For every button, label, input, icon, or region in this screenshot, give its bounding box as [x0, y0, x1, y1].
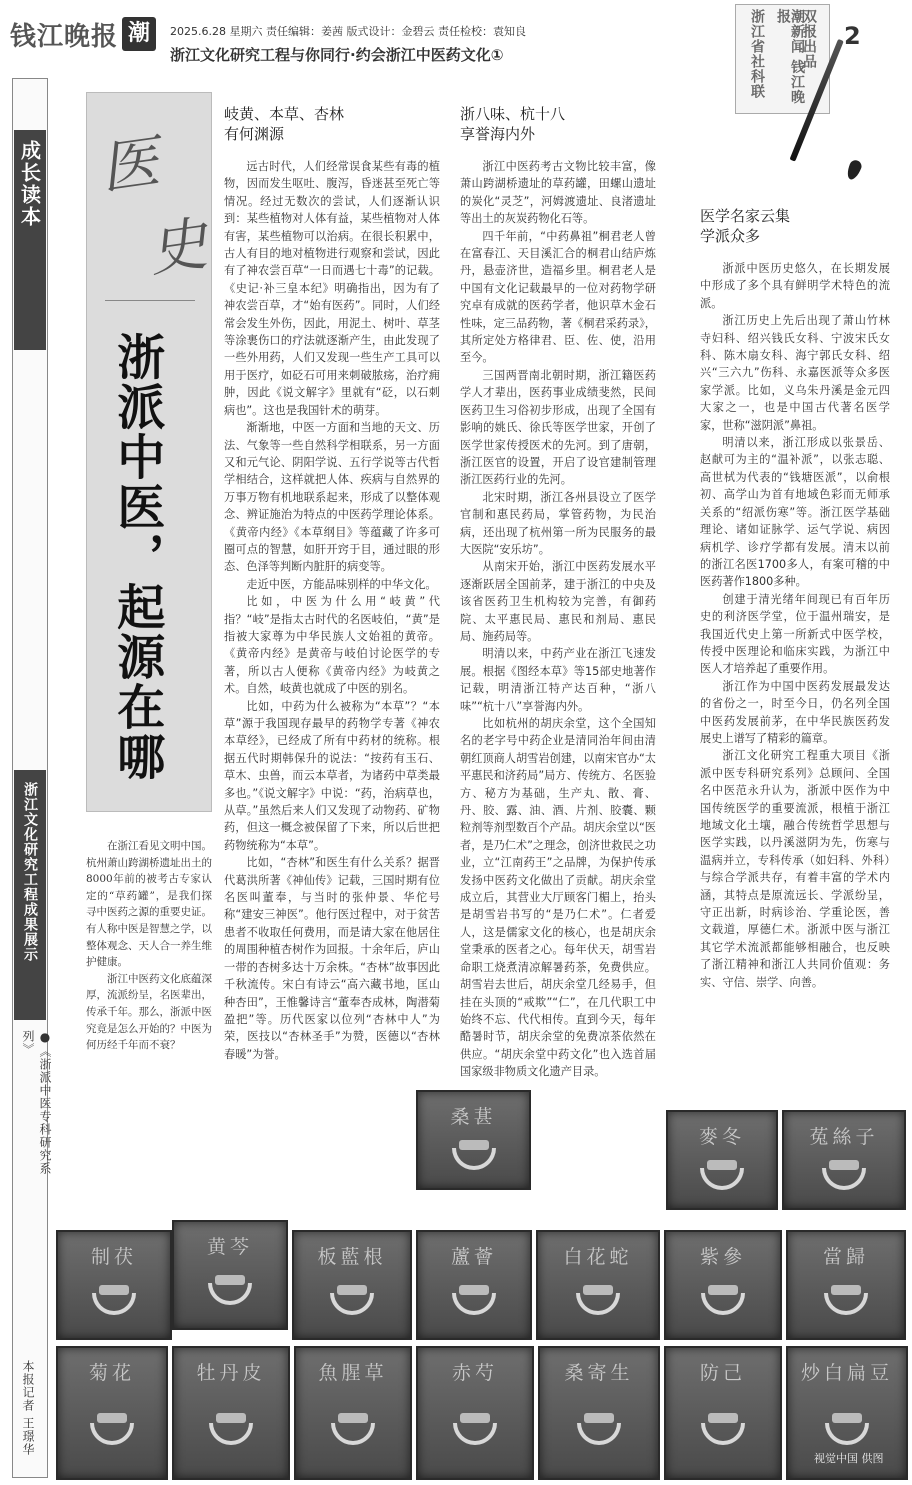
drawer-handle-icon [208, 1283, 252, 1305]
newspaper-logo: 钱江晚报 [10, 22, 119, 52]
kicker-shi: 史 [144, 209, 212, 285]
handle-plate-icon [97, 1413, 127, 1423]
drawer-handle-icon [90, 1423, 134, 1445]
drawer-handle-icon [452, 1148, 496, 1170]
cabinet-drawer [56, 1230, 172, 1340]
body-paragraph: 渐渐地，中医一方面和当地的天文、历法、气象等一些自然科学相联系，另一方面又和元气论、阴阳学说、五行学说等古代哲学相结合，这样就把人体、疾病与自然界的万事万物有机地联系起来，形成了以整体观念、辨证施治为特点的中医药学理论体系。《黄帝内经》《本草纲目》等蕴藏了许多可圈可点的智慧，如肝开窍于目，通过眼的形态、色泽等判断内脏肝的病变等。 [224, 421, 440, 574]
body-paragraph: 明清以来，中药产业在浙江飞速发展。根据《图经本草》等15部史地著作记载，明清浙江特产达百种，“浙八味”“杭十八”享誉海内外。 [460, 647, 656, 713]
cabinet-drawer [172, 1346, 290, 1480]
drawer-handle-icon [576, 1293, 620, 1315]
drawer-handle-icon [824, 1293, 868, 1315]
heading-line: 有何渊源 [224, 125, 285, 143]
cabinet-drawer [536, 1230, 660, 1340]
drawer-label: 桑寄生 [564, 1362, 634, 1384]
section-label-text: 成长读本 [17, 140, 42, 228]
intro-paragraph: 在浙江看见文明中国。杭州萧山跨湖桥遗址出土的8000年前的被考古专家认定的“草药罐”，是我们探寻中医药之源的重要史证。有人称中医是智慧之学，以整体观念、天人合一养生维护健康。 [86, 840, 212, 969]
handle-plate-icon [338, 1413, 368, 1423]
drawer-handle-icon [453, 1423, 497, 1445]
handle-plate-icon [216, 1413, 246, 1423]
cabinet-drawer [292, 1230, 412, 1340]
drawer-label: 防己 [699, 1362, 746, 1384]
issue-meta: 2025.6.28 星期六 责任编辑：姜茜 版式设计：金碧云 责任检校：袁知良 [170, 25, 526, 38]
cabinet-drawer [666, 1110, 778, 1210]
drawer-handle-icon [700, 1168, 744, 1190]
handle-plate-icon [584, 1413, 614, 1423]
body-paragraph: 浙江中医药考古文物比较丰富，像萧山跨湖桥遗址的草药罐，田螺山遗址的炭化“灵芝”，河姆渡遗址、良渚遗址等出土的灰炭药物化石等。 [460, 160, 656, 226]
drawer-label: 麥冬 [698, 1126, 745, 1148]
cabinet-drawer [782, 1110, 906, 1210]
cabinet-drawer [294, 1346, 412, 1480]
body-paragraph: 浙江文化研究工程重大项目《浙派中医专科研究系列》总顾问、全国名中医范永升认为，浙派中医作为中国传统医学的重要流派，根植于浙江地域文化土壤，融合传统哲学思想与医学实践，以丹溪滋阴为先，伤寒与温病并立，专科传承（如妇科、外科）与综合学派共存，有着丰富的学术内涵，其特点是原流远长、学派纷呈，守正出新，时病诊治、学重论医，善文载道，厚德仁术。浙派中医与浙江其它学术流派都能够相融合，也反映了浙江精神和浙江人共同价值观：务实、守信、崇学、向善。 [700, 749, 890, 989]
section-label [14, 130, 46, 350]
body-paragraph: 比如，中药为什么被称为“本草”？“本草”源于我国现存最早的药物学专著《神农本草经》，已经成了所有中药材的统称。根据五代时期韩保升的说法：“按药有玉石、草木、虫兽，而云本草者，为诸药中草类最多也。”《说文解字》中说：“药，治病草也，从草。”虽然后来人们又发现了动物药、矿物药，但这一概念被保留了下来，所以后世把药物统称为“本草”。 [224, 699, 440, 852]
heading-line: 学派众多 [700, 227, 761, 245]
article-column-1 [224, 104, 440, 1176]
body-paragraph: 三国两晋南北朝时期，浙江籍医药学人才辈出，医药事业成绩斐然，民间医药卫生习俗初步形成，出现了全国有影响的姚氏、徐氏等医学世家，开创了医学世家传授医术的先河。到了唐朝，浙江医官的设置，开启了设官建制管理浙江医药行业的先河。 [460, 368, 656, 487]
drawer-handle-icon [92, 1293, 136, 1315]
heading-line: 医学名家云集 [700, 207, 791, 225]
heading-line: 享誉海内外 [460, 125, 536, 143]
column-2-heading [460, 104, 656, 144]
title-divider [105, 300, 195, 301]
handle-plate-icon [832, 1413, 862, 1423]
drawer-handle-icon [825, 1423, 869, 1445]
body-paragraph: 浙江历史上先后出现了萧山竹林寺妇科、绍兴钱氏女科、宁波宋氏女科、陈木扇女科、海宁郭氏女科、绍兴“三六九”伤科、永嘉医派等众多医家学派。比如，义乌朱丹溪是金元四大家之一，也是中国古代著名医学家，世称“滋阴派”鼻祖。 [700, 314, 890, 432]
drawer-label: 魚腥草 [318, 1362, 388, 1384]
seal-line: 浙江省社科联 [749, 9, 765, 99]
drawer-label: 蘆薈 [450, 1246, 497, 1268]
body-paragraph: 比如杭州的胡庆余堂，这个全国知名的老字号中药企业是清同治年间由清朝红顶商人胡雪岩创建，以南宋官办“太平惠民和济药局”局方、传统方、名医验方、秘方为基础，生产丸、散、膏、丹、胶、露、油、酒、片剂、胶囊、颗粒剂等剂型数百个产品。胡庆余堂以“医者，是乃仁术”之理念，创济世救民之功业，立“江南药王”之品牌，为保护传承发扬中医药文化做出了贡献。胡庆余堂成立后，其营业大厅顾客门楣上，抬头是胡雪岩书写的“是乃仁术”。仁者爱人，这是儒家文化的核心，也是胡庆余堂秉承的医者之心。每年伏天，胡雪岩命职工烧煮清凉解暑药茶，免费供应。胡雪岩去世后，胡庆余堂几经易手，但挂在头顶的“戒欺”“仁”，在几代职工中始终不忘、代代相传。直到今天，每年酷暑时节，胡庆余堂的免费凉茶依然在供应。“胡庆余堂中药文化”也入选首届国家级非物质文化遗产目录。 [460, 717, 656, 1079]
handle-plate-icon [708, 1413, 738, 1423]
drawer-label: 牡丹皮 [196, 1362, 266, 1384]
column-1-heading [224, 104, 440, 144]
drawer-label: 當歸 [822, 1246, 869, 1268]
project-banner-text: 浙江文化研究工程成果展示 [22, 782, 38, 962]
drawer-label: 板藍根 [317, 1246, 387, 1268]
body-paragraph: 明清以来，浙江形成以张景岳、赵献可为主的“温补派”，以张志聪、高世栻为代表的“钱塘医派”，以俞根初、高学山为首有地域色彩而无师承关系的“绍派伤寒”等。浙江医学基础理论、诸如证脉学、运气学说、病因病机学、诊疗学都有发展。清末以前的浙江名医1700多人，有案可稽的中医药著作1800多种。 [700, 436, 890, 589]
series-name: ●《浙派中医专科研究系列》 [21, 1030, 52, 1175]
seal-line: 潮新闻 钱江晚报 [775, 9, 805, 105]
seal-line: 双报出品 [801, 9, 817, 69]
drawer-label: 白花蛇 [563, 1246, 633, 1268]
drawer-label: 制茯 [90, 1246, 137, 1268]
heading-line: 岐黄、本草、杏林 [224, 105, 345, 123]
drawer-label: 赤芍 [451, 1362, 498, 1384]
drawer-handle-icon [822, 1168, 866, 1190]
photo-credit: 视觉中国 供图 [814, 1452, 884, 1465]
drawer-label: 炒白扁豆 [800, 1362, 893, 1384]
drawer-label: 黄芩 [206, 1236, 253, 1258]
drawer-handle-icon [331, 1423, 375, 1445]
drawer-label: 紫參 [699, 1246, 746, 1268]
drawer-handle-icon [452, 1293, 496, 1315]
cabinet-drawer [664, 1346, 782, 1480]
brush-tip-icon [845, 158, 864, 181]
intro-paragraph: 浙江中医药文化底蕴深厚，流派纷呈，名医辈出，传承千年。那么，浙派中医究竟是怎么开始的？中医为何历经千年而不衰？ [86, 972, 212, 1052]
cabinet-drawer [786, 1230, 906, 1340]
body-paragraph: 比如，“杏林”和医生有什么关系？据晋代葛洪所著《神仙传》记载，三国时期有位名医叫董奉，与当时的张仲景、华佗号称“建安三神医”。他行医过程中，对于贫苦患者不收取任何费用，而是请大家在他居住的周围种植杏树作为回报。十余年后，庐山一带的杏树多达十万余株。“杏林”故事因此千秋流传。宋白有诗云“高六藏书地，匡山种杏田”，王惟馨诗言“董奉杏成林，陶潜菊盈把”等。历代医家以位列“杏林中人”为荣，医技以“杏林圣手”为赞，医德以“杏林春暖”为誉。 [224, 856, 440, 1061]
body-paragraph: 北宋时期，浙江各州县设立了医学官制和惠民药局，掌管药物，为民治病，还出现了杭州第一所为民服务的最大医院“安乐坊”。 [460, 490, 656, 556]
page-series-title: 浙江文化研究工程与你同行·约会浙江中医药文化① [170, 46, 504, 64]
heading-line: 浙八味、杭十八 [460, 105, 566, 123]
cabinet-drawer [416, 1346, 534, 1480]
body-paragraph: 走近中医，方能品味别样的中华文化。 [246, 577, 437, 591]
article-column-3 [700, 206, 890, 1136]
drawer-handle-icon [701, 1293, 745, 1315]
body-paragraph: 四千年前，“中药鼻祖”桐君老人曾在富春江、天目溪汇合的桐君山结庐炼丹，悬壶济世，造福乡里。桐君老人是中国有文化记载最早的一位对药物学研究卓有成就的医药学者，他识草木金石性味，定三品药物，著《桐君采药录》，其所定处方格律君、臣、佐、使，沿用至今。 [460, 229, 656, 365]
drawer-handle-icon [209, 1423, 253, 1445]
reporter-byline: 本报记者 王璟华 [21, 1360, 35, 1456]
article-column-2 [460, 104, 656, 1176]
body-paragraph: 比如，中医为什么用“岐黄”代指？“岐”是指太古时代的名医岐伯，“黄”是指被大家尊为中华民族人文始祖的黄帝。《黄帝内经》是黄帝与岐伯讨论医学的专著，所以古人便称《黄帝内经》为岐黄之术。自然，岐黄也就成了中医的别名。 [224, 595, 440, 696]
cabinet-drawer [56, 1346, 168, 1480]
page-headline: 浙派中医，起源在哪 [108, 332, 165, 782]
column-3-heading [700, 206, 890, 246]
page-header [0, 0, 912, 105]
cabinet-drawer [664, 1230, 782, 1340]
drawer-handle-icon [330, 1293, 374, 1315]
project-banner [14, 770, 46, 1020]
body-paragraph: 从南宋开始，浙江中医药发展水平逐渐跃居全国前茅，建于浙江的中央及该省医药卫生机构较为完善，有御药院、太平惠民局、惠民和剂局、惠民局、施药局等。 [460, 560, 656, 643]
intro-lead [86, 838, 212, 1054]
body-paragraph: 浙江作为中国中医药发展最发达的省份之一，时至今日，仍名列全国中医药发展前茅，在中华民族医药发展史上谱写了精彩的篇章。 [700, 679, 890, 745]
cabinet-drawer [172, 1220, 288, 1330]
body-paragraph: 浙派中医历史悠久，在长期发展中形成了多个具有鲜明学术特色的流派。 [700, 262, 890, 310]
cabinet-drawer [416, 1090, 531, 1190]
herb-cabinet-photo [56, 1090, 908, 1480]
drawer-label: 菊花 [88, 1362, 135, 1384]
drawer-handle-icon [577, 1423, 621, 1445]
drawer-label: 菟絲子 [809, 1126, 879, 1148]
handle-plate-icon [460, 1413, 490, 1423]
cabinet-drawer [538, 1346, 660, 1480]
drawer-handle-icon [701, 1423, 745, 1445]
drawer-label: 桑葚 [450, 1106, 497, 1128]
body-paragraph: 创建于清光绪年间现已有百年历史的利济医学堂，位于温州瑞安，是我国近代史上第一所新式中医学校，传授中医理论和临床实践，为浙江中医人才培养起了重要作用。 [700, 592, 890, 676]
cabinet-drawer [416, 1230, 532, 1340]
kicker-yi: 医 [96, 127, 164, 203]
body-paragraph: 远古时代，人们经常误食某些有毒的植物，因而发生呕吐、腹泻，昏迷甚至死亡等情况。经过无数次的尝试，人们逐渐认识到：某些植物对人体有益，某些植物对人体有害，某些植物可以治病。在很长积累中，古人有目的地对植物进行观察和尝试，因此有了神农尝百草“一日而遇七十毒”的记载。《史记·补三皇本纪》明确指出，因为有了神农尝百草，才“始有医药”。同时，人们经常会发生外伤，因此，用泥土、树叶、草茎等涂裹伤口的疗法就逐渐产生，由此发现了一些外用药，人们又发现一些生产工具可以用于医疗，如砭石可用来刺破脓疡，治疗痈肿，因此《说文解字》里就有“砭，以石刺病也”。这也是我国针术的萌芽。 [224, 160, 440, 417]
chao-seal-icon: 潮 [122, 17, 156, 51]
page-number: 2 [844, 22, 861, 50]
